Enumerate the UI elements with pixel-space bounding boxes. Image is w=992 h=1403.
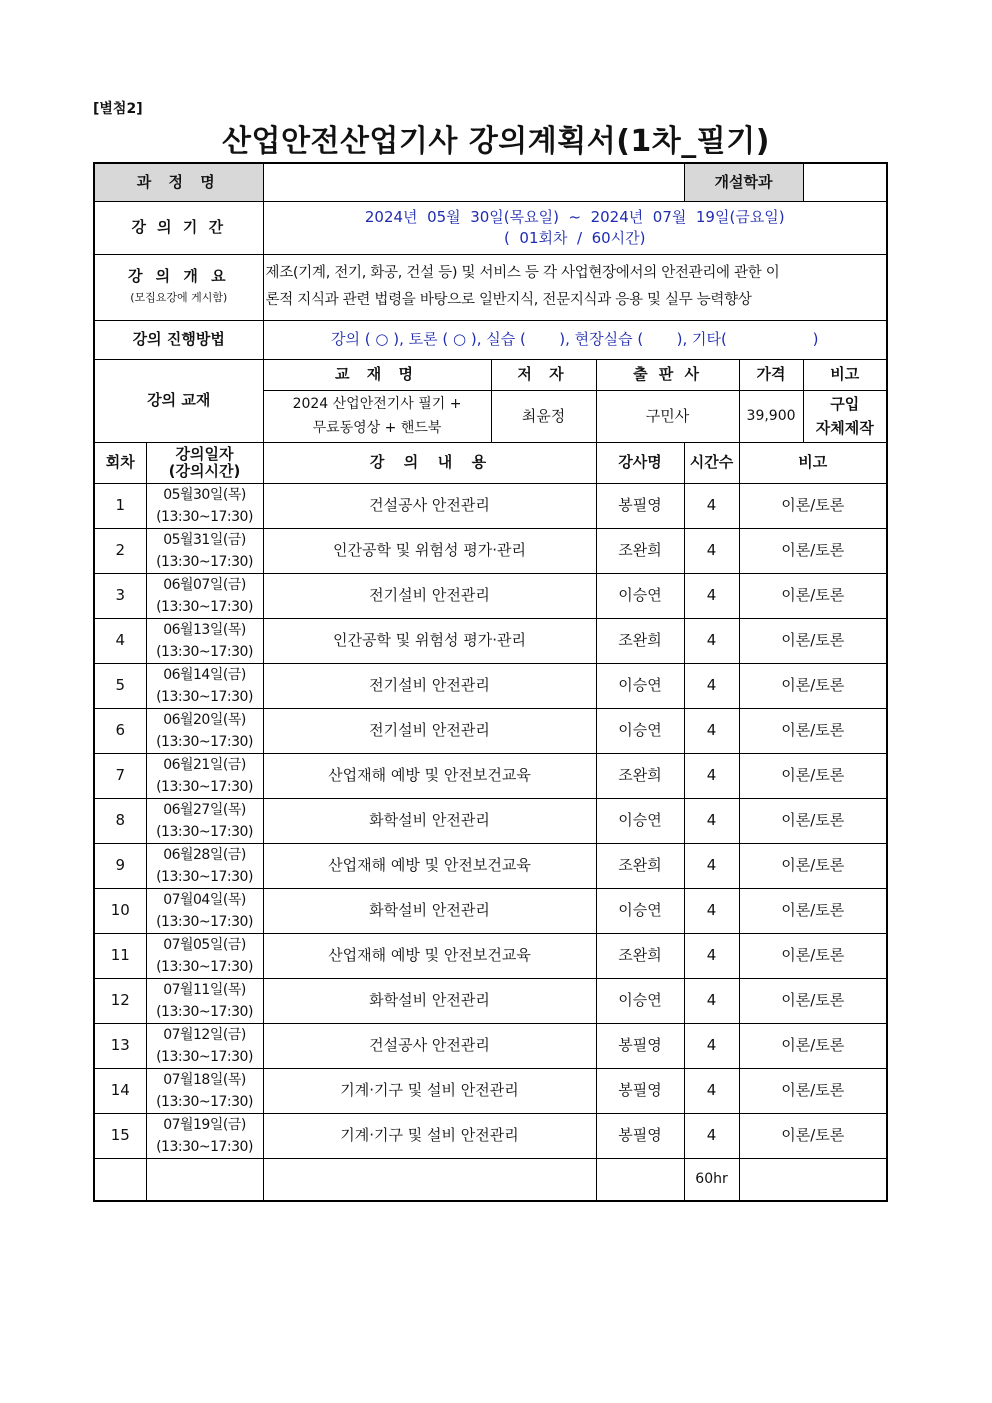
session-row <box>94 753 887 798</box>
textbook-price-header: 가격 <box>739 359 803 390</box>
session-content: 전기설비 안전관리 <box>263 708 596 753</box>
session-date: 05월31일(금) <box>163 531 246 548</box>
textbook-author-header: 저 자 <box>491 359 596 390</box>
textbook-note-line-1: 구입 <box>830 395 860 413</box>
session-date: 05월30일(목) <box>163 486 246 503</box>
total-hours: 60hr <box>684 1158 739 1201</box>
session-row <box>94 1023 887 1068</box>
session-date: 06월14일(금) <box>163 666 246 683</box>
date-header <box>146 442 263 483</box>
session-number: 15 <box>94 1113 146 1158</box>
session-date-cell <box>146 663 263 708</box>
textbook-title-line-2: 무료동영상 + 핸드북 <box>312 420 442 436</box>
session-note: 이론/토론 <box>739 1068 887 1113</box>
hours-header: 시간수 <box>684 442 739 483</box>
session-row <box>94 483 887 528</box>
attachment-label: [별첨2] <box>93 101 143 117</box>
session-note: 이론/토론 <box>739 933 887 978</box>
textbook-label: 강의 교재 <box>94 359 263 442</box>
session-row <box>94 663 887 708</box>
session-date: 06월21일(금) <box>163 756 246 773</box>
session-row <box>94 978 887 1023</box>
session-row <box>94 708 887 753</box>
session-note: 이론/토론 <box>739 888 887 933</box>
total-blank-4 <box>596 1158 684 1201</box>
overview-label-cell <box>94 254 263 320</box>
session-content: 화학설비 안전관리 <box>263 888 596 933</box>
overview-text <box>263 254 887 320</box>
textbook-publisher-header: 출 판 사 <box>596 359 739 390</box>
session-hours: 4 <box>684 663 739 708</box>
course-name-value <box>263 163 684 201</box>
session-hours: 4 <box>684 708 739 753</box>
method-label: 강의 진행방법 <box>94 320 263 359</box>
session-note: 이론/토론 <box>739 1113 887 1158</box>
total-blank-2 <box>146 1158 263 1201</box>
session-date: 06월20일(목) <box>163 711 246 728</box>
session-hours: 4 <box>684 528 739 573</box>
overview-line-2: 론적 지식과 관련 법령을 바탕으로 일반지식, 전문지식과 응용 및 실무 능력향상 <box>265 292 752 308</box>
session-note: 이론/토론 <box>739 618 887 663</box>
session-row <box>94 798 887 843</box>
session-date: 07월04일(목) <box>163 891 246 908</box>
session-date: 07월18일(목) <box>163 1071 246 1088</box>
session-instructor: 봉필영 <box>596 483 684 528</box>
session-date-cell <box>146 483 263 528</box>
session-number: 12 <box>94 978 146 1023</box>
session-time: (13:30~17:30) <box>156 508 253 525</box>
period-dates: 2024년 05월 30일(목요일) ~ 2024년 07월 19일(금요일) <box>364 207 785 226</box>
session-date: 06월13일(목) <box>163 621 246 638</box>
session-row <box>94 933 887 978</box>
session-note: 이론/토론 <box>739 843 887 888</box>
session-row <box>94 573 887 618</box>
textbook-note-line-2: 자체제작 <box>815 419 874 437</box>
session-time: (13:30~17:30) <box>156 1138 253 1155</box>
date-header-line-2: (강의시간) <box>168 461 241 480</box>
period-sessions: ( 01회차 / 60시간) <box>504 228 646 247</box>
session-number: 1 <box>94 483 146 528</box>
session-number: 4 <box>94 618 146 663</box>
session-row <box>94 1068 887 1113</box>
session-date: 06월27일(목) <box>163 801 246 818</box>
instructor-header: 강사명 <box>596 442 684 483</box>
session-time: (13:30~17:30) <box>156 553 253 570</box>
session-instructor: 이승연 <box>596 708 684 753</box>
session-content: 화학설비 안전관리 <box>263 978 596 1023</box>
session-row <box>94 1113 887 1158</box>
session-hours: 4 <box>684 1113 739 1158</box>
session-number: 8 <box>94 798 146 843</box>
session-number: 3 <box>94 573 146 618</box>
session-time: (13:30~17:30) <box>156 823 253 840</box>
textbook-price: 39,900 <box>739 390 803 442</box>
session-instructor: 이승연 <box>596 663 684 708</box>
session-hours: 4 <box>684 843 739 888</box>
session-date: 06월07일(금) <box>163 576 246 593</box>
course-name-label: 과 정 명 <box>94 163 263 201</box>
session-note: 이론/토론 <box>739 1023 887 1068</box>
session-hours: 4 <box>684 888 739 933</box>
session-content: 산업재해 예방 및 안전보건교육 <box>263 843 596 888</box>
textbook-note <box>803 390 887 442</box>
session-hours: 4 <box>684 618 739 663</box>
session-time: (13:30~17:30) <box>156 778 253 795</box>
session-date-cell <box>146 1113 263 1158</box>
textbook-title <box>263 390 491 442</box>
textbook-note-header: 비고 <box>803 359 887 390</box>
session-instructor: 조완희 <box>596 618 684 663</box>
session-date: 07월19일(금) <box>163 1116 246 1133</box>
session-date-cell <box>146 843 263 888</box>
method-value: 강의 ( ○ ), 토론 ( ○ ), 실습 ( ), 현장실습 ( ), 기타( ) <box>263 320 887 359</box>
session-number: 11 <box>94 933 146 978</box>
session-date-cell <box>146 618 263 663</box>
session-date-cell <box>146 573 263 618</box>
session-content: 인간공학 및 위험성 평가·관리 <box>263 528 596 573</box>
session-number: 10 <box>94 888 146 933</box>
session-note: 이론/토론 <box>739 573 887 618</box>
period-value <box>263 201 887 254</box>
session-hours: 4 <box>684 753 739 798</box>
session-content: 산업재해 예방 및 안전보건교육 <box>263 933 596 978</box>
session-note: 이론/토론 <box>739 708 887 753</box>
session-instructor: 이승연 <box>596 573 684 618</box>
textbook-publisher: 구민사 <box>596 390 739 442</box>
session-row <box>94 843 887 888</box>
session-time: (13:30~17:30) <box>156 1003 253 1020</box>
textbook-author: 최윤정 <box>491 390 596 442</box>
department-value <box>803 163 887 201</box>
session-date-cell <box>146 888 263 933</box>
lecture-plan-table <box>93 162 888 1202</box>
session-date-cell <box>146 798 263 843</box>
textbook-title-header: 교 재 명 <box>263 359 491 390</box>
session-time: (13:30~17:30) <box>156 1048 253 1065</box>
session-content: 기계·기구 및 설비 안전관리 <box>263 1113 596 1158</box>
session-date: 07월05일(금) <box>163 936 246 953</box>
session-hours: 4 <box>684 798 739 843</box>
total-blank-1 <box>94 1158 146 1201</box>
session-date: 07월11일(목) <box>163 981 246 998</box>
session-content: 산업재해 예방 및 안전보건교육 <box>263 753 596 798</box>
session-date-cell <box>146 933 263 978</box>
session-date-cell <box>146 528 263 573</box>
session-time: (13:30~17:30) <box>156 913 253 930</box>
session-instructor: 이승연 <box>596 978 684 1023</box>
content-header: 강 의 내 용 <box>263 442 596 483</box>
session-instructor: 이승연 <box>596 888 684 933</box>
session-date-cell <box>146 753 263 798</box>
session-instructor: 봉필영 <box>596 1068 684 1113</box>
session-instructor: 봉필영 <box>596 1113 684 1158</box>
session-time: (13:30~17:30) <box>156 1093 253 1110</box>
period-label: 강 의 기 간 <box>94 201 263 254</box>
session-time: (13:30~17:30) <box>156 868 253 885</box>
session-content: 건설공사 안전관리 <box>263 483 596 528</box>
session-date-cell <box>146 708 263 753</box>
session-number: 7 <box>94 753 146 798</box>
session-hours: 4 <box>684 573 739 618</box>
session-note: 이론/토론 <box>739 753 887 798</box>
overview-sublabel: (모집요강에 게시함) <box>130 291 228 304</box>
session-instructor: 조완희 <box>596 843 684 888</box>
session-header: 회차 <box>94 442 146 483</box>
total-blank-3 <box>263 1158 596 1201</box>
session-instructor: 조완희 <box>596 933 684 978</box>
session-number: 6 <box>94 708 146 753</box>
session-content: 기계·기구 및 설비 안전관리 <box>263 1068 596 1113</box>
session-content: 전기설비 안전관리 <box>263 663 596 708</box>
session-content: 전기설비 안전관리 <box>263 573 596 618</box>
session-time: (13:30~17:30) <box>156 598 253 615</box>
session-time: (13:30~17:30) <box>156 733 253 750</box>
session-row <box>94 888 887 933</box>
session-time: (13:30~17:30) <box>156 958 253 975</box>
session-content: 건설공사 안전관리 <box>263 1023 596 1068</box>
overview-label: 강 의 개 요 <box>127 267 230 285</box>
session-number: 14 <box>94 1068 146 1113</box>
session-hours: 4 <box>684 933 739 978</box>
overview-line-1: 제조(기계, 전기, 화공, 건설 등) 및 서비스 등 각 사업현장에서의 안전관리에 관한 이 <box>265 265 780 281</box>
session-time: (13:30~17:30) <box>156 688 253 705</box>
session-number: 2 <box>94 528 146 573</box>
date-header-line-1: 강의일자 <box>175 444 234 463</box>
session-hours: 4 <box>684 1023 739 1068</box>
session-hours: 4 <box>684 978 739 1023</box>
session-note: 이론/토론 <box>739 978 887 1023</box>
session-rows <box>94 483 887 1158</box>
session-date: 06월28일(금) <box>163 846 246 863</box>
session-note: 이론/토론 <box>739 663 887 708</box>
total-blank-5 <box>739 1158 887 1201</box>
session-instructor: 조완희 <box>596 528 684 573</box>
session-row <box>94 528 887 573</box>
session-date-cell <box>146 1068 263 1113</box>
session-instructor: 조완희 <box>596 753 684 798</box>
session-content: 화학설비 안전관리 <box>263 798 596 843</box>
session-instructor: 봉필영 <box>596 1023 684 1068</box>
session-row <box>94 618 887 663</box>
textbook-title-line-1: 2024 산업안전기사 필기 + <box>292 396 462 412</box>
session-note: 이론/토론 <box>739 528 887 573</box>
session-hours: 4 <box>684 483 739 528</box>
note-header: 비고 <box>739 442 887 483</box>
session-content: 인간공학 및 위험성 평가·관리 <box>263 618 596 663</box>
department-label: 개설학과 <box>684 163 803 201</box>
session-number: 9 <box>94 843 146 888</box>
session-number: 5 <box>94 663 146 708</box>
session-date-cell <box>146 1023 263 1068</box>
session-note: 이론/토론 <box>739 483 887 528</box>
session-hours: 4 <box>684 1068 739 1113</box>
session-date-cell <box>146 978 263 1023</box>
session-time: (13:30~17:30) <box>156 643 253 660</box>
session-note: 이론/토론 <box>739 798 887 843</box>
document-title: 산업안전산업기사 강의계획서(1차_필기) <box>222 124 770 159</box>
session-instructor: 이승연 <box>596 798 684 843</box>
session-date: 07월12일(금) <box>163 1026 246 1043</box>
session-number: 13 <box>94 1023 146 1068</box>
